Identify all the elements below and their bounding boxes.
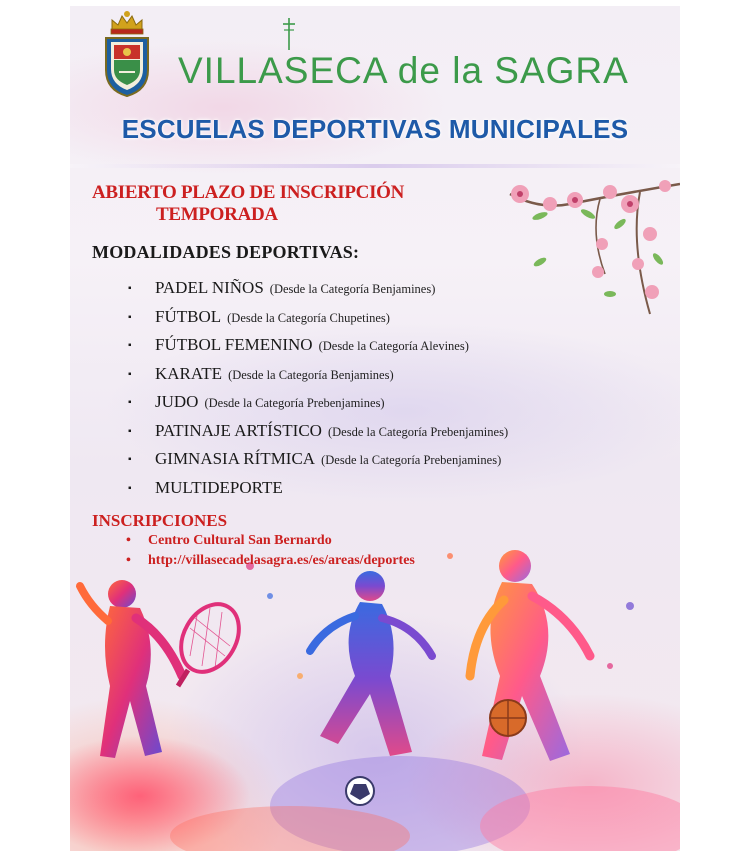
inscription-link[interactable]: http://villasecadelasagra.es/es/areas/deportes <box>148 553 415 568</box>
sport-name: PADEL NIÑOS <box>155 278 264 297</box>
list-item <box>128 335 508 364</box>
sport-name: KARATE <box>155 363 223 383</box>
list-item <box>126 553 415 573</box>
list-item <box>128 278 508 307</box>
sport-category: (Desde la Categoría Benjamines) <box>269 282 436 296</box>
page-title: ESCUELAS DEPORTIVAS MUNICIPALES <box>121 114 629 144</box>
sport-category: (Desde la Categoría Prebenjamines) <box>204 396 385 410</box>
bullet-icon: • <box>126 553 131 568</box>
sport-category: (Desde la Categoría Benjamines) <box>228 367 394 382</box>
sport-name: FÚTBOL FEMENINO <box>155 335 313 354</box>
blossom-branch-illustration <box>480 164 680 364</box>
sport-category: (Desde la Categoría Prebenjamines) <box>327 424 509 439</box>
sport-category: (Desde la Categoría Chupetines) <box>227 310 390 325</box>
square-bullet-icon: ▪ <box>128 340 132 351</box>
inscriptions-list <box>126 533 415 573</box>
square-bullet-icon: ▪ <box>128 311 132 323</box>
list-item <box>128 307 508 336</box>
coat-of-arms-logo <box>100 8 154 100</box>
registration-line-1: ABIERTO PLAZO DE INSCRIPCIÓN <box>92 182 405 203</box>
square-bullet-icon: ▪ <box>128 482 132 494</box>
list-item <box>128 449 508 478</box>
cross-icon <box>280 16 298 52</box>
square-bullet-icon: ▪ <box>128 454 132 465</box>
list-item <box>128 392 508 421</box>
list-item <box>128 364 508 393</box>
square-bullet-icon: ▪ <box>128 397 132 408</box>
sports-silhouettes-illustration <box>70 526 680 851</box>
sport-name: FÚTBOL <box>155 306 222 326</box>
sport-name: MULTIDEPORTE <box>155 477 283 497</box>
sport-name: JUDO <box>155 392 199 411</box>
list-item <box>126 533 415 553</box>
square-bullet-icon: ▪ <box>128 425 132 437</box>
sport-name: GIMNASIA RÍTMICA <box>155 449 316 468</box>
registration-heading <box>92 182 404 226</box>
sport-name: PATINAJE ARTÍSTICO <box>155 420 322 440</box>
modalities-heading: MODALIDADES DEPORTIVAS: <box>92 242 360 262</box>
registration-line-2: TEMPORADA <box>156 204 278 225</box>
inscriptions-heading: INSCRIPCIONES <box>92 511 228 530</box>
town-name: VILLASECA de la SAGRA <box>178 50 629 91</box>
square-bullet-icon: ▪ <box>128 283 132 294</box>
sport-category: (Desde la Categoría Prebenjamines) <box>321 453 502 467</box>
sports-list <box>128 278 508 506</box>
list-item <box>128 421 508 450</box>
sport-category: (Desde la Categoría Alevines) <box>318 339 469 353</box>
square-bullet-icon: ▪ <box>128 368 132 380</box>
poster <box>70 6 680 851</box>
list-item <box>128 478 508 507</box>
inscription-place: Centro Cultural San Bernardo <box>148 533 332 548</box>
bullet-icon: • <box>126 533 131 548</box>
